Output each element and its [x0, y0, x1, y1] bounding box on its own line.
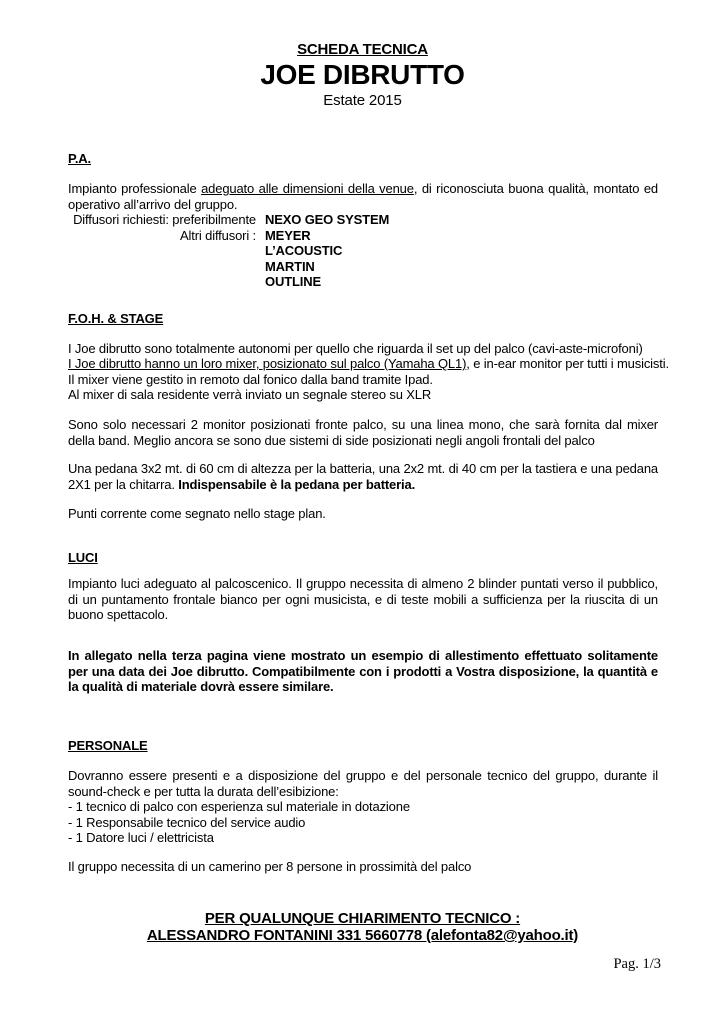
foh-line-2	[68, 356, 669, 372]
riser-paragraph	[68, 461, 658, 492]
crew-list	[68, 799, 658, 846]
dressing-room-note: Il gruppo necessita di un camerino per 8 persone in prossimità del palco	[68, 859, 472, 874]
speaker-brand: MARTIN	[265, 258, 315, 274]
luci-section-heading: LUCI	[68, 550, 98, 565]
doc-subtitle: Estate 2015	[323, 92, 402, 109]
text-run: , di riconosciuta buona qualità, montato ed operativo all’arrivo del gruppo.	[68, 181, 658, 212]
speaker-row	[68, 274, 658, 290]
speaker-brand: NEXO GEO SYSTEM	[265, 212, 390, 227]
speaker-row-label	[68, 259, 256, 275]
contact-details: ALESSANDRO FONTANINI 331 5660778 (alefonta82@yahoo.it)	[146, 927, 579, 944]
underlined-run: adeguato alle dimensioni della venue	[201, 181, 414, 196]
pa-section-heading: P.A.	[68, 151, 92, 166]
speaker-brand: OUTLINE	[265, 274, 322, 289]
speaker-row	[68, 243, 658, 259]
riser-bold-run: Indispensabile è la pedana per batteria.	[178, 476, 416, 492]
text-run: Impianto professionale	[68, 181, 202, 196]
crew-item-3: - 1 Datore luci / elettricista	[68, 830, 214, 845]
pa-intro-paragraph	[68, 181, 658, 212]
speaker-row-label: Diffusori richiesti: preferibilmente	[73, 212, 256, 227]
foh-line-3: Il mixer viene gestito in remoto dal fonico dalla band tramite Ipad.	[68, 372, 433, 387]
personale-intro: Dovranno essere presenti e a disposizione del gruppo e del personale tecnico del gruppo, durante il sound-check e per tutta la durata dell’esibizione:	[68, 768, 658, 799]
monitor-paragraph: Sono solo necessari 2 monitor posizionati fronte palco, su una linea mono, che sarà fornita dal mixer della band. Meglio ancora se sono due sistemi di side posizionati negli angoli frontali del palco	[68, 417, 658, 448]
text-run: Una pedana 3x2 mt. di 60 cm di altezza per la batteria, una 2x2 mt. di 40 cm per la tastiera e una pedana 2X1 per la chitarra.	[68, 461, 658, 492]
foh-section-heading: F.O.H. & STAGE	[68, 311, 164, 326]
page-number: Pag. 1/3	[613, 956, 661, 972]
personale-section-heading: PERSONALE	[68, 738, 148, 753]
foh-line-1: I Joe dibrutto sono totalmente autonomi per quello che riguarda il set up del palco (cavi-aste-microfoni)	[68, 341, 643, 356]
speaker-brand: MEYER	[265, 227, 311, 243]
underlined-run: I Joe dibrutto hanno un loro mixer, posizionato sul palco (Yamaha QL1)	[68, 356, 467, 371]
speaker-row	[68, 212, 658, 228]
doc-kicker-text: SCHEDA TECNICA	[297, 41, 428, 58]
speaker-row-label	[68, 243, 256, 259]
speaker-brands	[68, 212, 658, 290]
text-run: , e in-ear monitor per tutti i musicisti.	[466, 356, 669, 371]
foh-line-4: Al mixer di sala residente verrà inviato un segnale stereo su XLR	[68, 387, 432, 402]
speaker-row-label	[68, 274, 256, 290]
speaker-row-label: Altri diffusori :	[180, 227, 256, 243]
doc-title: JOE DIBRUTTO	[260, 59, 465, 90]
attachment-note-paragraph: In allegato nella terza pagina viene mostrato un esempio di allestimento effettuato solitamente per una data dei Joe dibrutto. Compatibilmente con i prodotti a Vostra disposizione, la quantità e la qualità di materiale dovrà essere similare.	[68, 648, 658, 694]
crew-item-2: - 1 Responsabile tecnico del service audio	[68, 814, 306, 830]
luci-paragraph: Impianto luci adeguato al palcoscenico. Il gruppo necessita di almeno 2 blinder puntati verso il pubblico, di un puntamento frontale bianco per ogni musicista, e di teste mobili a sufficienza per la riuscita di un buono spettacolo.	[68, 576, 658, 622]
speaker-row	[68, 228, 658, 244]
speaker-row	[68, 259, 658, 275]
speaker-brand: L’ACOUSTIC	[265, 243, 343, 258]
contact-heading: PER QUALUNQUE CHIARIMENTO TECNICO :	[204, 910, 521, 927]
crew-item-1: - 1 tecnico di palco con esperienza sul materiale in dotazione	[68, 799, 410, 814]
power-note: Punti corrente come segnato nello stage plan.	[68, 506, 326, 521]
doc-kicker	[0, 42, 725, 58]
